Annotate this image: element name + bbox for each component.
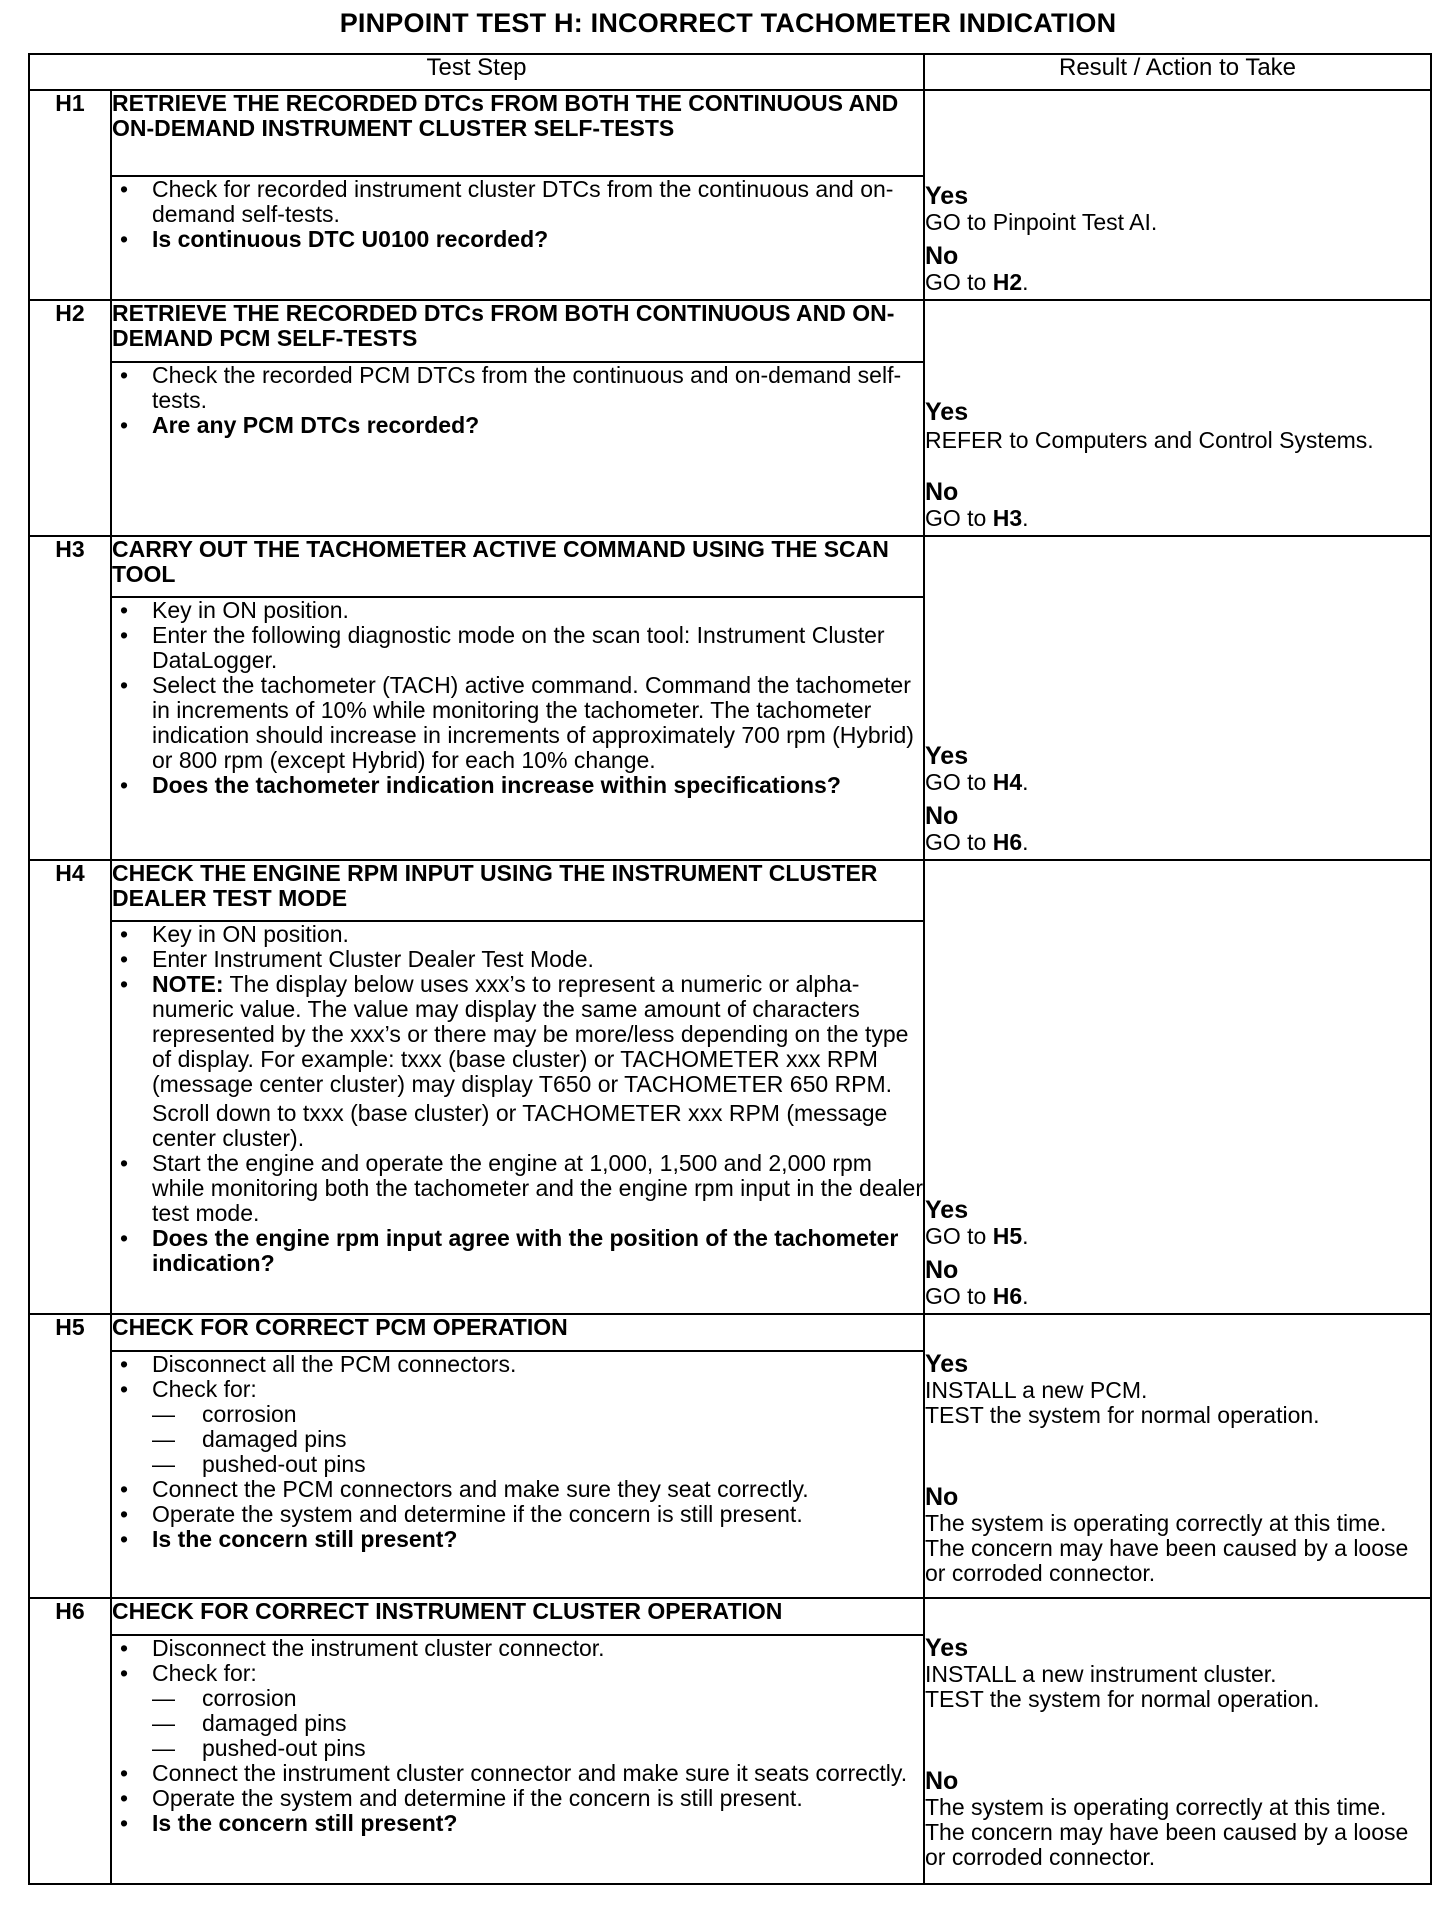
list-item: Is continuous DTC U0100 recorded? [152,225,549,252]
result-no: No GO to H2. [925,242,1029,295]
result-no: No GO to H6. [925,1256,1029,1309]
step-body: • Key in ON position. • Enter Instrument Cluster Dealer Test Mode. • NOTE: The display below uses xxx’s to represent a numeric or alpha-numeric value. The value may display the same amount of characters represented by the xxx’s or there may be more/less depending on the type of display. For example: txxx (base cluster) or TACHOMETER xxx RPM (message center cluster) may display T650 or TACHOMETER 650 RPM. Scroll down to txxx (base cluster) or TACHOMETER xxx RPM (message center cluster). • Start the engine and operate the engine at 1,000, 1,500 and 2,000 rpm while monitoring both the tachometer and the engine rpm input in the dealer test mode. • Does the engine rpm input agree with the position of the tachometer indication? [111,921,924,1314]
result-yes: Yes GO to H5. [925,1196,1029,1249]
list-item: Check for: [152,1660,257,1687]
table-header-row [29,54,1431,90]
step-title: RETRIEVE THE RECORDED DTCs FROM BOTH CONTINUOUS AND ON-DEMAND PCM SELF-TESTS [111,300,924,362]
step-title: RETRIEVE THE RECORDED DTCs FROM BOTH THE CONTINUOUS AND ON-DEMAND INSTRUMENT CLUSTER SELF-TESTS [111,90,924,176]
list-item: pushed-out pins [202,1451,366,1478]
step-id: H5 [29,1314,111,1598]
list-item: damaged pins [202,1710,347,1737]
step-body: • Check for recorded instrument cluster DTCs from the continuous and on-demand self-tests. • Is continuous DTC U0100 recorded? [111,176,924,300]
list-item: Check for recorded instrument cluster DTCs from the continuous and on-demand self-tests. [152,175,894,227]
header-test-step: Test Step [29,54,924,90]
list-item: Key in ON position. [152,921,349,948]
step-result [924,860,1431,1314]
step-title: CHECK THE ENGINE RPM INPUT USING THE INSTRUMENT CLUSTER DEALER TEST MODE [111,860,924,921]
list-item: damaged pins [202,1426,347,1453]
result-no: No GO to H3. [925,478,1029,531]
result-yes: Yes GO to Pinpoint Test AI. [925,182,1158,235]
step-h4-title-row [29,860,1431,921]
list-item: corrosion [202,1685,297,1712]
list-item: Are any PCM DTCs recorded? [152,411,480,438]
step-body: • Disconnect all the PCM connectors. • Check for: — corrosion — damaged pins — pushed-out pins • Connect the PCM connectors and make sure they seat correctly. • Operate the system and determine if the concern is still present. • Is the concern still present? [111,1351,924,1598]
result-yes: Yes GO to H4. [925,742,1029,795]
step-h1-title-row [29,90,1431,176]
step-title: CARRY OUT THE TACHOMETER ACTIVE COMMAND USING THE SCAN TOOL [111,536,924,597]
step-id: H6 [29,1598,111,1884]
step-id: H1 [29,90,111,300]
list-item: Does the tachometer indication increase within specifications? [152,772,841,799]
step-body: • Disconnect the instrument cluster connector. • Check for: — corrosion — damaged pins — pushed-out pins • Connect the instrument cluster connector and make sure it seats correctly. • Operate the system and determine if the concern is still present. • Is the concern still present? [111,1635,924,1884]
pinpoint-test-table [28,53,1432,1885]
list-item: Check the recorded PCM DTCs from the continuous and on-demand self-tests. [152,361,902,413]
list-item: Enter Instrument Cluster Dealer Test Mode. [152,946,594,973]
step-body: • Check the recorded PCM DTCs from the continuous and on-demand self-tests. • Are any PCM DTCs recorded? [111,362,924,536]
result-yes: Yes INSTALL a new PCM. TEST the system for normal operation. [925,1350,1320,1428]
step-id: H3 [29,536,111,860]
step-id: H2 [29,300,111,536]
step-result [924,1314,1431,1598]
step-result [924,536,1431,860]
list-item: Is the concern still present? [152,1526,458,1553]
list-item: NOTE: The display below uses xxx’s to represent a numeric or alpha-numeric value. The value may display the same amount of characters represented by the xxx’s or there may be more/less depending on the type of display. For example: txxx (base cluster) or TACHOMETER xxx RPM (message center cluster) may display T650 or TACHOMETER 650 RPM. [152,971,909,1098]
list-item: Connect the instrument cluster connector and make sure it seats correctly. [152,1760,908,1787]
list-item: Operate the system and determine if the concern is still present. [152,1501,803,1528]
list-item: Enter the following diagnostic mode on the scan tool: Instrument Cluster DataLogger. [152,622,885,674]
result-yes: Yes INSTALL a new instrument cluster. TEST the system for normal operation. [925,1634,1320,1712]
list-item: Select the tachometer (TACH) active command. Command the tachometer in increments of 10% while monitoring the tachometer. The tachometer indication should increase in increments of approximately 700 rpm (Hybrid) or 800 rpm (except Hybrid) for each 10% change. [152,672,914,774]
step-h2-title-row [29,300,1431,362]
header-result: Result / Action to Take [924,54,1431,90]
list-item: Disconnect all the PCM connectors. [152,1351,517,1378]
list-item: Key in ON position. [152,597,349,624]
list-item: Is the concern still present? [152,1810,458,1837]
list-item: corrosion [202,1401,297,1428]
step-id: H4 [29,860,111,1314]
step-result [924,300,1431,536]
step-h5-title-row [29,1314,1431,1351]
list-item: Start the engine and operate the engine at 1,000, 1,500 and 2,000 rpm while monitoring both the tachometer and the engine rpm input in the dealer test mode. [152,1150,923,1227]
note-label: NOTE: [152,971,224,998]
list-item: Disconnect the instrument cluster connector. [152,1635,605,1662]
step-title: CHECK FOR CORRECT INSTRUMENT CLUSTER OPERATION [111,1598,924,1635]
step-result [924,90,1431,300]
step-title: CHECK FOR CORRECT PCM OPERATION [111,1314,924,1351]
result-no: No The system is operating correctly at this time. The concern may have been caused by a loose or corroded connector. [925,1767,1409,1870]
step-result [924,1598,1431,1884]
result-no: No GO to H6. [925,802,1029,855]
step-body: • Key in ON position. • Enter the following diagnostic mode on the scan tool: Instrument Cluster DataLogger. • Select the tachometer (TACH) active command. Command the tachometer in increments of 10% while monitoring the tachometer. The tachometer indication should increase in increments of approximately 700 rpm (Hybrid) or 800 rpm (except Hybrid) for each 10% change. • Does the tachometer indication increase within specifications? [111,597,924,860]
list-item: Connect the PCM connectors and make sure they seat correctly. [152,1476,809,1503]
list-item: Check for: [152,1376,257,1403]
page-title: PINPOINT TEST H: INCORRECT TACHOMETER INDICATION [339,8,1117,38]
list-item: Operate the system and determine if the concern is still present. [152,1785,803,1812]
step-h6-title-row [29,1598,1431,1635]
result-no: No The system is operating correctly at this time. The concern may have been caused by a loose or corroded connector. [925,1483,1409,1586]
step-h3-title-row [29,536,1431,597]
list-item: pushed-out pins [202,1735,366,1762]
continuation-text: Scroll down to txxx (base cluster) or TACHOMETER xxx RPM (message center cluster). [152,1100,888,1152]
list-item: Does the engine rpm input agree with the position of the tachometer indication? [152,1225,899,1277]
result-yes: Yes REFER to Computers and Control Systems. [925,398,1374,453]
